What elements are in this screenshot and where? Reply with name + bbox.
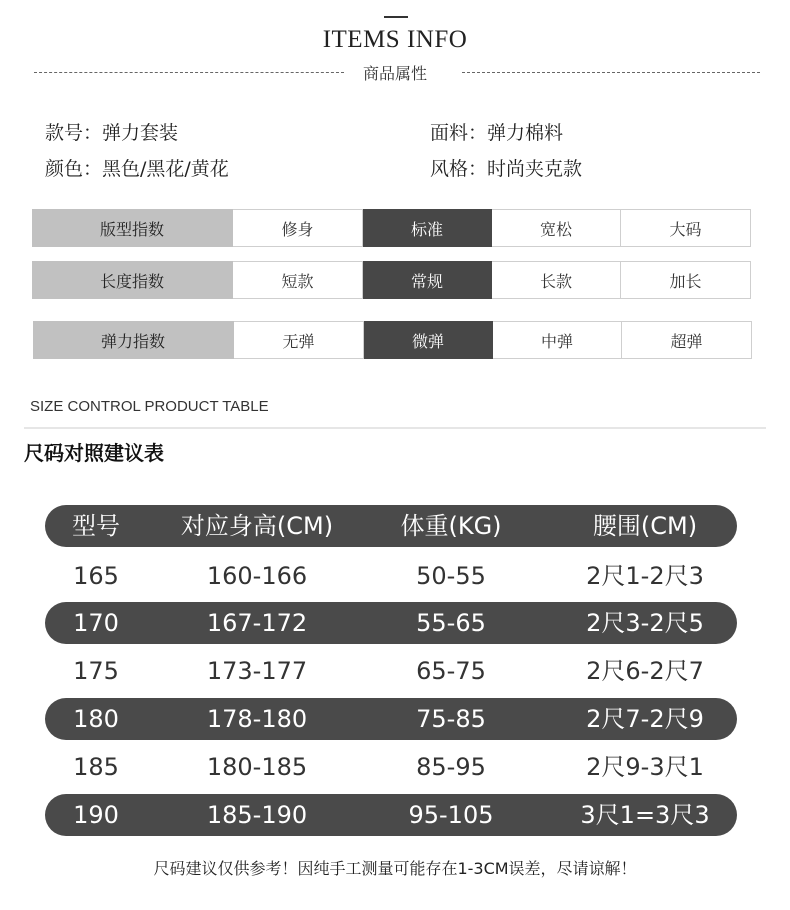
index-option: 修身	[233, 209, 363, 247]
table-cell: 175	[73, 657, 119, 685]
table-row	[45, 698, 737, 740]
table-cell: 185-190	[206, 801, 308, 829]
table-cell: 95-105	[408, 801, 494, 829]
table-cell: 2尺3-2尺5	[586, 609, 704, 637]
table-cell: 2尺1-2尺3	[586, 562, 704, 590]
header-cell: 型号	[72, 512, 120, 540]
size-section-title-cn: 尺码对照建议表	[24, 441, 164, 465]
table-cell: 2尺9-3尺1	[586, 753, 704, 781]
table-cell: 178-180	[206, 705, 308, 733]
table-row	[45, 602, 737, 644]
page-title: ITEMS INFO	[322, 26, 468, 53]
index-option: 短款	[233, 261, 363, 299]
index-option: 无弹	[234, 321, 364, 359]
table-row	[45, 746, 737, 788]
table-cell: 170	[73, 609, 119, 637]
index-option: 中弹	[493, 321, 622, 359]
table-cell: 85-95	[416, 753, 486, 781]
table-row	[45, 555, 737, 597]
attr-style-no: 款号：弹力套装	[45, 122, 179, 144]
fit-index-bar	[32, 209, 751, 247]
attr-color: 颜色：黑色/黑花/黄花	[45, 158, 229, 180]
index-option: 超弹	[622, 321, 752, 359]
table-cell: 165	[73, 562, 119, 590]
table-row	[45, 794, 737, 836]
table-cell: 185	[73, 753, 119, 781]
index-option-selected: 微弹	[364, 321, 493, 359]
header-cell: 体重(KG)	[400, 512, 502, 540]
table-cell: 190	[73, 801, 119, 829]
length-index-bar	[32, 261, 751, 299]
dotted-divider-right	[462, 72, 760, 73]
title-accent-bar	[384, 16, 408, 18]
table-cell: 2尺7-2尺9	[586, 705, 704, 733]
index-label: 长度指数	[32, 261, 233, 299]
index-option-selected: 常规	[363, 261, 492, 299]
table-cell: 180	[73, 705, 119, 733]
attr-style: 风格：时尚夹克款	[430, 158, 583, 180]
table-cell: 160-166	[206, 562, 308, 590]
table-cell: 2尺6-2尺7	[586, 657, 704, 685]
stretch-index-bar	[33, 321, 752, 359]
size-section-title-en: SIZE CONTROL PRODUCT TABLE	[30, 398, 269, 415]
table-cell: 65-75	[416, 657, 486, 685]
section-divider	[24, 427, 766, 429]
index-label: 弹力指数	[33, 321, 234, 359]
table-cell: 55-65	[416, 609, 486, 637]
table-cell: 75-85	[416, 705, 486, 733]
table-cell: 173-177	[206, 657, 308, 685]
index-label: 版型指数	[32, 209, 233, 247]
table-cell: 50-55	[416, 562, 486, 590]
index-option: 长款	[492, 261, 621, 299]
header-cell: 对应身高(CM)	[180, 512, 334, 540]
size-table-header	[45, 505, 737, 547]
attr-fabric: 面料：弹力棉料	[430, 122, 564, 144]
table-row	[45, 650, 737, 692]
table-cell: 167-172	[206, 609, 308, 637]
table-cell: 180-185	[206, 753, 308, 781]
size-disclaimer: 尺码建议仅供参考！因纯手工测量可能存在1-3CM误差，尽请谅解！	[153, 859, 637, 878]
table-cell: 3尺1=3尺3	[580, 801, 710, 829]
page-subtitle: 商品属性	[362, 64, 427, 83]
index-option: 宽松	[492, 209, 621, 247]
index-option: 加长	[621, 261, 751, 299]
index-option: 大码	[621, 209, 751, 247]
index-option-selected: 标准	[363, 209, 492, 247]
header-cell: 腰围(CM)	[592, 512, 698, 540]
